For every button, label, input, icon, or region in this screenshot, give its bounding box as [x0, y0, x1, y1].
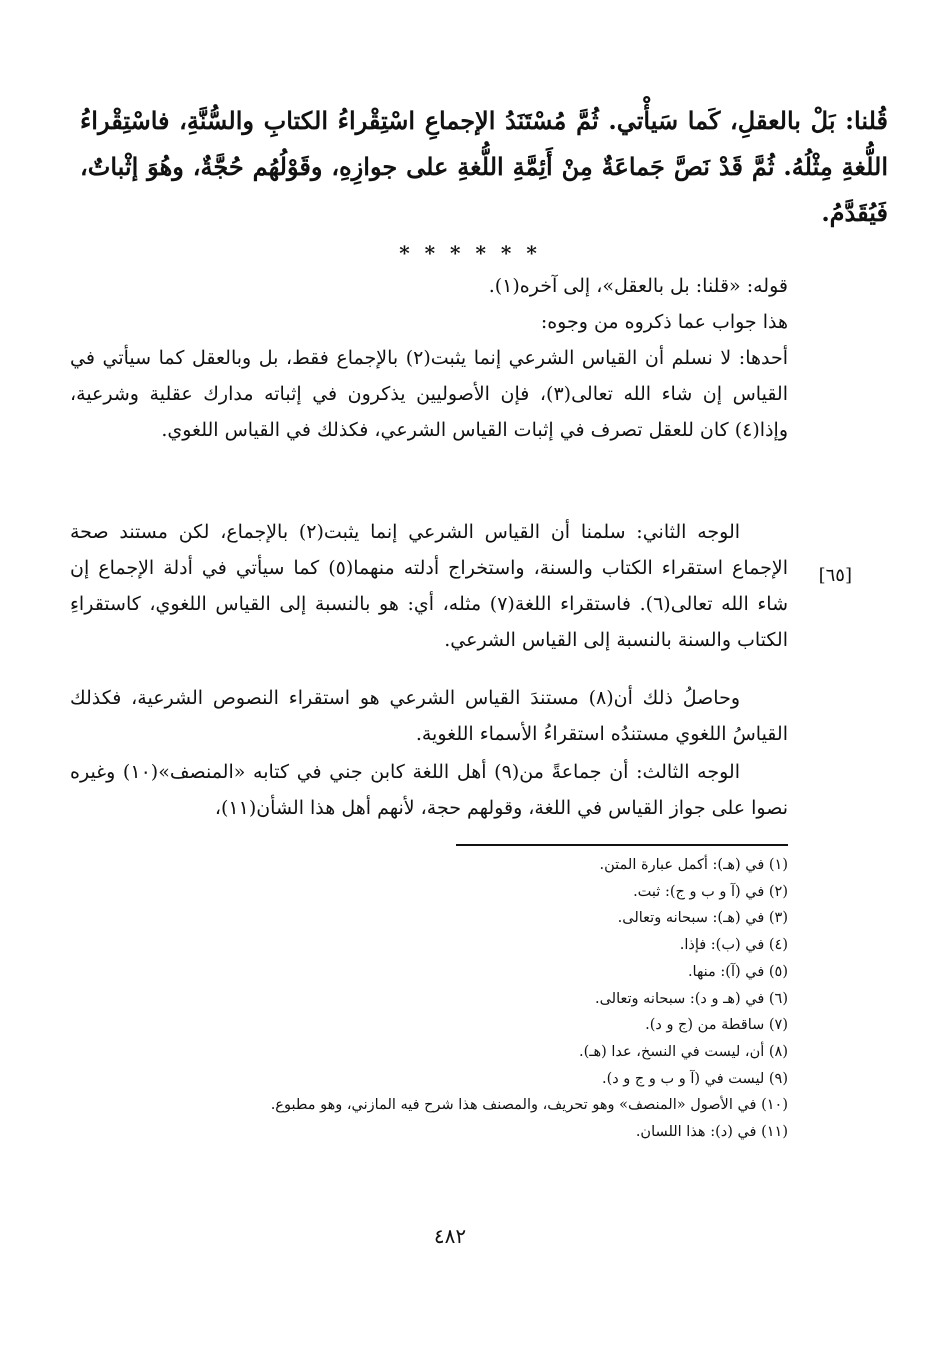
commentary-summary: وحاصلُ ذلك أن(٨) مستندَ القياس الشرعي هو استقراء النصوص الشرعية، فكذلك القياسُ اللغوي مستندُه استقراءُ الأسماء اللغوية. — [70, 687, 788, 745]
footnote: (٣) في (هـ): سبحانه وتعالى. — [617, 910, 788, 927]
footnote: (٦) في (هـ و د): سبحانه وتعالى. — [594, 990, 788, 1007]
commentary-first-aspect: أحدها: لا نسلم أن القياس الشرعي إنما يثبت(٢) بالإجماع فقط، بل وبالعقل كما سيأتي في القياس إن شاء الله تعالى(٣)، فإن الأصوليين يذكرون في إثباته مدارك عقلية وشرعية، وإذا(٤) كان للعقل تصرف في إثبات القياس الشرعي، فكذلك في القياس اللغوي. — [70, 347, 788, 441]
footnote: (١٠) في الأصول «المنصف» وهو تحريف، والمصنف هذا شرح فيه المازني، وهو مطبوع. — [270, 1097, 788, 1114]
margin-page-number: [٦٥] — [818, 565, 852, 586]
commentary-intro-line: قوله: «قلنا: بل بالعقل»، إلى آخره(١). — [488, 275, 788, 297]
footnote: (٢) في (آ و ب و ج): ثبت. — [633, 883, 788, 900]
footnote: (١) في (هـ): أكمل عبارة المتن. — [599, 857, 788, 873]
commentary-intro-reply: هذا جواب عما ذكروه من وجوه: — [540, 311, 788, 333]
section-separator: * * * * * * — [399, 241, 541, 265]
commentary-third-aspect: الوجه الثالث: أن جماعةً من(٩) أهل اللغة كابن جني في كتابه «المنصف»(١٠) وغيره نصوا على جواز القياس في اللغة، وقولهم حجة، لأنهم أهل هذا الشأن(١١)، — [70, 761, 788, 819]
footnote-divider — [456, 844, 788, 846]
footnotes — [120, 852, 788, 1146]
footnote: (١١) في (د): هذا اللسان. — [635, 1124, 788, 1141]
matn-text: قُلنا: بَلْ بالعقلِ، كَما سَيأْتي. ثُمَّ مُسْتَنَدُ الإجماعِ اسْتِقْراءُ الكتابِ والسُّنَّةِ، فاسْتِقْراءُ اللُّغةِ مِثْلُهُ. ثُمَّ قَدْ نَصَّ جَماعَةٌ مِنْ أَئِمَّةِ اللُّغةِ على جوازِهِ، وقَوْلُهُم حُجَّةٌ، وهُوَ إثْباتٌ، فَيُقَدَّمُ. — [80, 106, 888, 227]
footnote: (٧) ساقطة من (ج و د). — [645, 1017, 788, 1034]
footnote: (٥) في (آ): منها. — [687, 963, 788, 980]
footnote: (٤) في (ب): فإذا. — [679, 937, 788, 954]
page-number: ٤٨٢ — [433, 1224, 467, 1248]
footnote: (٨) أن، ليست في النسخ، عدا (هـ). — [578, 1043, 788, 1060]
footnote: (٩) ليست في (آ و ب و ج و د). — [601, 1070, 788, 1087]
commentary-second-aspect: الوجه الثاني: سلمنا أن القياس الشرعي إنما يثبت(٢) بالإجماع، لكن مستند صحة الإجماع استقراء الكتاب والسنة، واستخراج أدلته منهما(٥) كما سيأتي في أدلة الإجماع إن شاء الله تعالى(٦). فاستقراء اللغة(٧) مثله، أي: هو بالنسبة إلى القياس اللغوي، كاستقراءِ الكتاب والسنة بالنسبة إلى القياس الشرعي. — [70, 521, 788, 651]
